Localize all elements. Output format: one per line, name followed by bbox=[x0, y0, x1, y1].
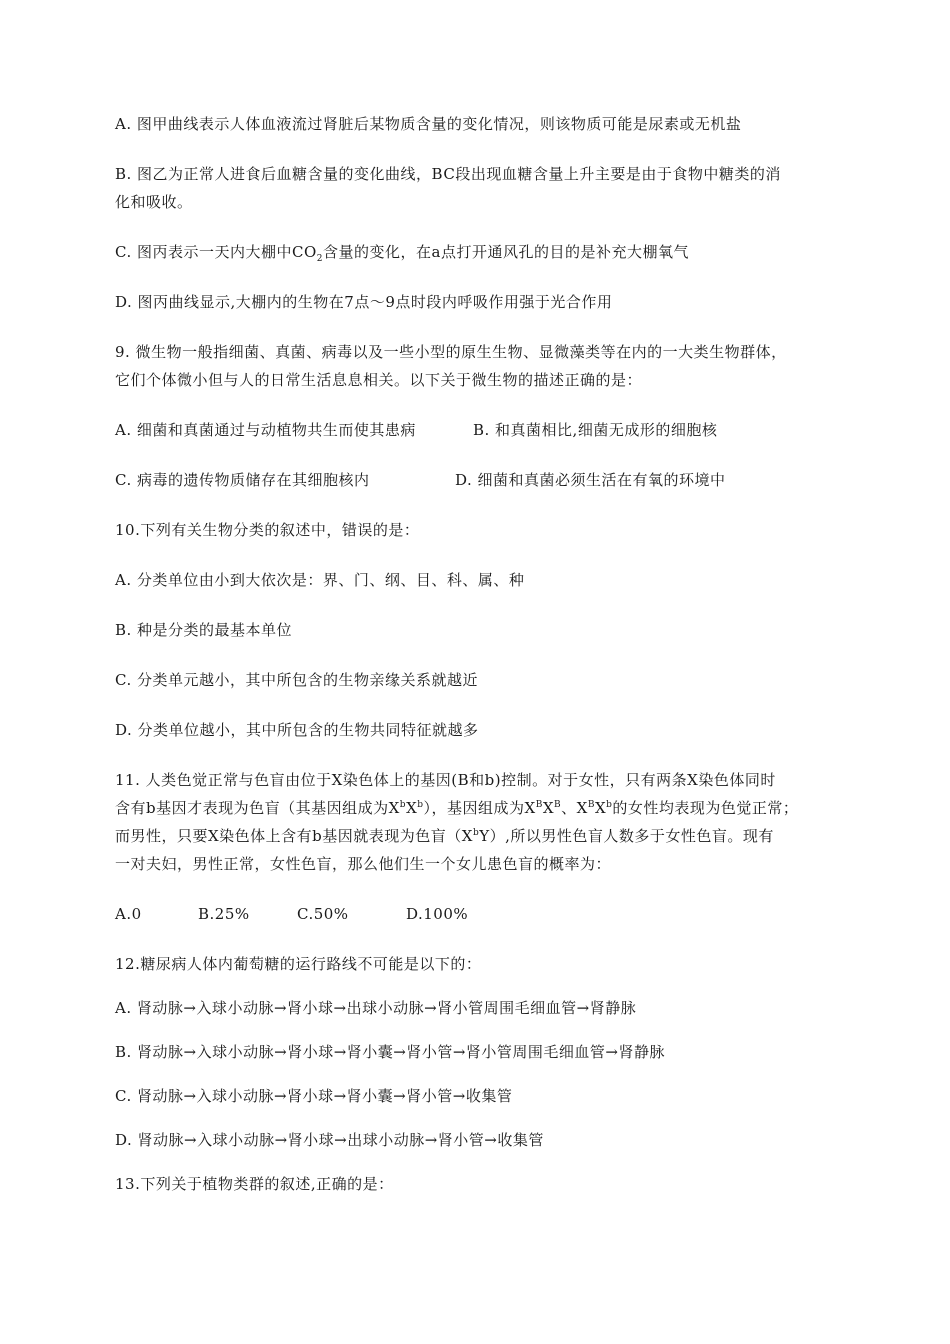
q9-stem-line2: 它们个体微小但与人的日常生活息息相关。以下关于微生物的描述正确的是： bbox=[115, 371, 643, 389]
q9-option-c: C. 病毒的遗传物质储存在其细胞核内 bbox=[115, 471, 370, 489]
q9-option-b: B. 和真菌相比,细菌无成形的细胞核 bbox=[473, 421, 718, 439]
q10-option-a: A. 分类单位由小到大依次是：界、门、纲、目、科、属、种 bbox=[115, 571, 525, 589]
q11-option-c: C.50% bbox=[297, 905, 349, 923]
q12-option-c: C. 肾动脉→入球小动脉→肾小球→肾小囊→肾小管→收集管 bbox=[115, 1087, 513, 1105]
q12-option-a: A. 肾动脉→入球小动脉→肾小球→出球小动脉→肾小管周围毛细血管→肾静脉 bbox=[115, 999, 637, 1017]
q8-option-b-line1: B. 图乙为正常人进食后血糖含量的变化曲线，BC段出现血糖含量上升主要是由于食物中糖类的消 bbox=[115, 165, 781, 183]
q12-option-b: B. 肾动脉→入球小动脉→肾小球→肾小囊→肾小管→肾小管周围毛细血管→肾静脉 bbox=[115, 1043, 665, 1061]
q9-stem-line1: 9. 微生物一般指细菌、真菌、病毒以及一些小型的原生生物、显微藻类等在内的一大类生物群体， bbox=[115, 343, 787, 361]
q11-option-a: A.0 bbox=[115, 905, 142, 923]
q8-option-c: C. 图丙表示一天内大棚中$CO_2$含量的变化，在a点打开通风孔的目的是补充大棚氧气 bbox=[115, 243, 689, 264]
q11-stem-line4: 一对夫妇，男性正常，女性色盲，那么他们生一个女儿患色盲的概率为： bbox=[115, 855, 612, 873]
q12-option-d: D. 肾动脉→入球小动脉→肾小球→出球小动脉→肾小管→收集管 bbox=[115, 1131, 544, 1149]
q11-stem-line3: 而男性，只要X染色体上含有b基因就表现为色盲$(X^bY)$,所以男性色盲人数多于女性色盲。现有 bbox=[115, 827, 774, 845]
q11-option-b: B.25% bbox=[198, 905, 250, 923]
q12-stem: 12.糖尿病人体内葡萄糖的运行路线不可能是以下的： bbox=[115, 955, 482, 973]
q9-option-a: A. 细菌和真菌通过与动植物共生而使其患病 bbox=[115, 421, 416, 439]
q10-option-d: D. 分类单位越小，其中所包含的生物共同特征就越多 bbox=[115, 721, 479, 739]
q10-option-b: B. 种是分类的最基本单位 bbox=[115, 621, 293, 639]
q10-stem: 10.下列有关生物分类的叙述中，错误的是： bbox=[115, 521, 420, 539]
q9-option-d: D. 细菌和真菌必须生活在有氧的环境中 bbox=[455, 471, 726, 489]
q8-option-b-line2: 化和吸收。 bbox=[115, 193, 193, 211]
q11-option-d: D.100% bbox=[406, 905, 469, 923]
q8-option-a: A. 图甲曲线表示人体血液流过肾脏后某物质含量的变化情况，则该物质可能是尿素或无机盐 bbox=[115, 115, 742, 133]
q11-stem-line2: 含有b基因才表现为色盲（其基因组成为$X^bX^b$），基因组成为$X^BX^B$、$X^BX^b$的女性均表现为色觉正常； bbox=[115, 799, 799, 817]
q10-option-c: C. 分类单元越小，其中所包含的生物亲缘关系就越近 bbox=[115, 671, 478, 689]
q13-stem: 13.下列关于植物类群的叙述,正确的是： bbox=[115, 1175, 394, 1193]
q8-option-d: D. 图丙曲线显示,大棚内的生物在7点～9点时段内呼吸作用强于光合作用 bbox=[115, 293, 613, 311]
q11-stem-line1: 11. 人类色觉正常与色盲由位于X染色体上的基因(B和b)控制。对于女性，只有两条X染色体同时 bbox=[115, 771, 776, 789]
